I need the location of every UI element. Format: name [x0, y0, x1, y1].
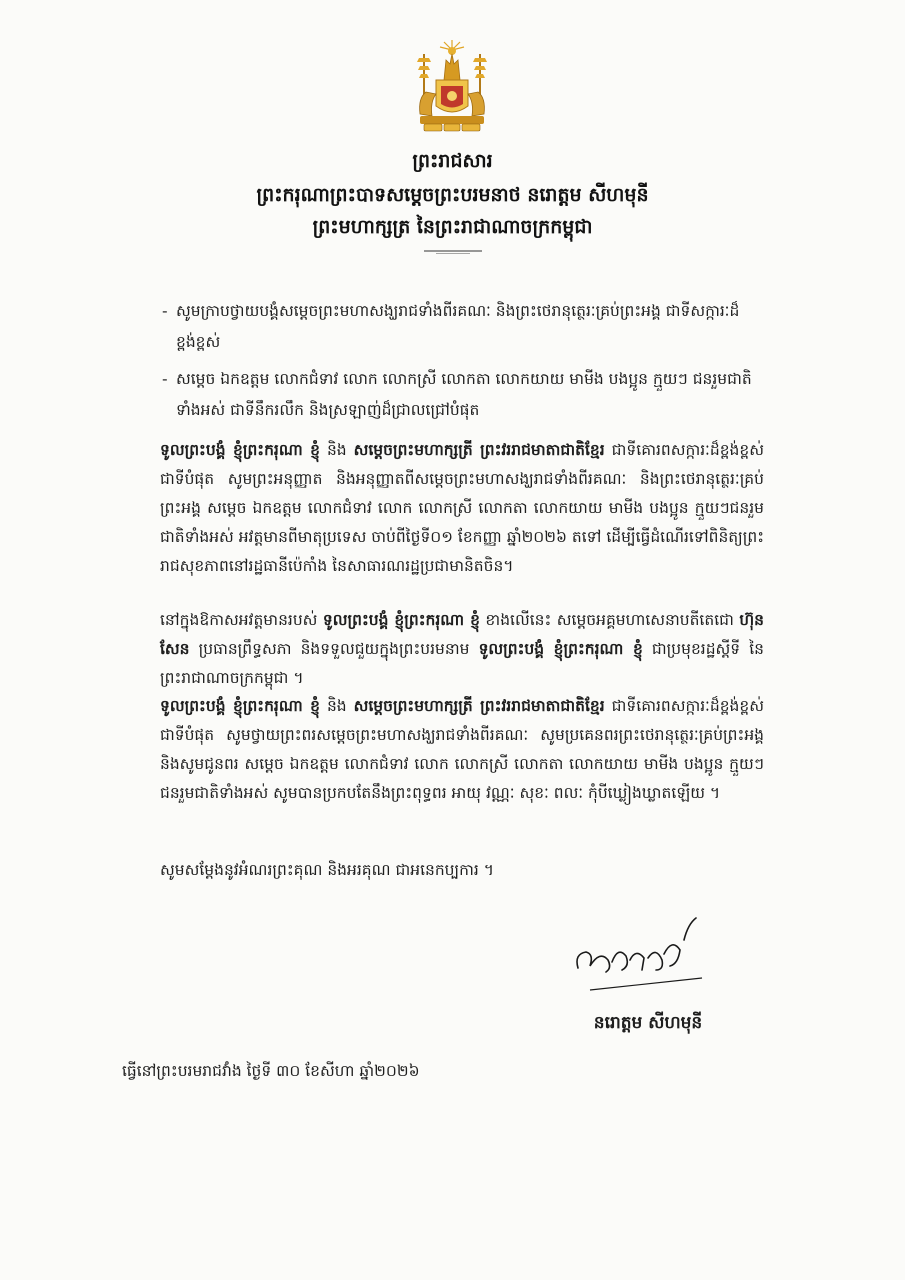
sender-subtitle: ព្រះមហាក្សត្រ នៃព្រះរាជាណាចក្រកម្ពុជា: [312, 216, 593, 238]
body-text: ខាងលើនេះ សម្តេចអគ្គមហាសេនាបតីតេជោ: [479, 611, 740, 629]
paragraph-acting-head: [160, 606, 764, 693]
salutation-item: [162, 364, 762, 426]
bold-phrase: ទូលព្រះបង្គំ ខ្ញុំព្រះករុណា ខ្ញុំ: [160, 697, 320, 715]
body-text: ជាទីគោរពសក្ការៈដ៏ខ្ពង់ខ្ពស់ជាទីបំផុត សូមព្រះអនុញ្ញាត និងអនុញ្ញាតពីសម្តេចព្រះមហាសង្ឃរាជទាំងពីរគណៈ និងព្រះថេរានុត្ថេរៈគ្រប់ព្រះអង្គ សម្តេច ឯកឧត្តម លោកជំទាវ លោក លោកស្រី លោកតា លោកយាយ មាមីង បងប្អូន ក្មួយៗជនរួមជាតិទាំងអស់ អវត្តមានពីមាតុប្រទេស ចាប់ពីថ្ងៃទី០១ ខែកញ្ញា ឆ្នាំ២០២៦ តទៅ ដើម្បីធ្វើដំណើរទៅពិនិត្យព្រះរាជសុខភាពនៅរដ្ឋធានីប៉េកាំង នៃសាធារណរដ្ឋប្រជាមានិតចិន។: [160, 441, 765, 575]
body-text: ជាប្រមុខរដ្ឋស្តីទី នៃព្រះរាជាណាចក្រកម្ពុជា ។: [160, 640, 765, 687]
bold-phrase: សម្តេចព្រះមហាក្សត្រី ព្រះវររាជមាតាជាតិខ្មែរ: [353, 697, 605, 715]
bold-phrase: ទូលព្រះបង្គំ ខ្ញុំព្រះករុណា ខ្ញុំ: [322, 611, 480, 629]
salutation-list: [162, 296, 762, 432]
paragraph-announcement: [160, 436, 764, 581]
place-and-date: ធ្វើនៅព្រះបរមរាជវាំង ថ្ងៃទី ៣០ ខែសីហា ឆ្នាំ២០២៦: [122, 1062, 420, 1080]
body-text: សូមសម្តែងនូវអំណរព្រះគុណ និងអរគុណ ជាអនេកប្បការ ។: [160, 861, 494, 879]
body-text: នៅក្នុងឱកាសអវត្តមានរបស់: [160, 611, 323, 629]
signatory-name: នរោត្តម សីហមុនី: [593, 1013, 703, 1033]
body-text: ប្រធានព្រឹទ្ធសភា និងទទួលជួយក្នុងព្រះបរមនាម: [189, 640, 479, 658]
bold-phrase: សម្តេចព្រះមហាក្សត្រី ព្រះវររាជមាតាជាតិខ្មែរ: [353, 441, 605, 459]
sender-title: ព្រះករុណាព្រះបាទសម្តេចព្រះបរមនាថ នរោត្តម សីហមុនី: [256, 184, 649, 206]
body-text: ជាទីគោរពសក្ការៈដ៏ខ្ពង់ខ្ពស់ជាទីបំផុត សូមថ្វាយព្រះពរសម្តេចព្រះមហាសង្ឃរាជទាំងពីរគណៈ សូមប្រគេនពរព្រះថេរានុត្ថេរៈគ្រប់ព្រះអង្គ និងសូមជូនពរ សម្តេច ឯកឧត្តម លោកជំទាវ លោក លោកស្រី លោកតា លោកយាយ មាមីង បងប្អូន ក្មួយៗ ជនរួមជាតិទាំងអស់ សូមបានប្រកបតែនឹងព្រះពុទ្ធពរ អាយុ វណ្ណៈ សុខៈ ពលៈ កុំបីឃ្លៀងឃ្លាតឡើយ ។: [160, 697, 764, 802]
ornamental-divider: [422, 246, 484, 256]
salutation-text: សូមក្រាបថ្វាយបង្គំសម្តេចព្រះមហាសង្ឃរាជទាំងពីរគណៈ និងព្រះថេរានុត្ថេរៈគ្រប់ព្រះអង្គ ជាទីសក្ការៈដ៏ខ្ពង់ខ្ពស់: [176, 302, 740, 351]
bold-phrase: ទូលព្រះបង្គំ ខ្ញុំព្រះករុណា ខ្ញុំ: [478, 640, 643, 658]
bullet-dash: -: [162, 370, 168, 388]
salutation-item: [162, 296, 762, 358]
document-title: ព្រះរាជសារ: [412, 150, 493, 172]
paragraph-thanks: [160, 856, 764, 885]
paragraph-blessing: [160, 692, 764, 808]
body-text: និង: [319, 697, 354, 715]
salutation-text: សម្តេច ឯកឧត្តម លោកជំទាវ លោក លោកស្រី លោកតា លោកយាយ មាមីង បងប្អូន ក្មួយៗ ជនរួមជាតិទាំងអស់ ជាទីនឹករលឹក និងស្រឡាញ់ដ៏ជ្រាលជ្រៅបំផុត: [176, 370, 752, 419]
handwritten-signature: [560, 910, 710, 1000]
bold-phrase: ហ៊ុន សែន: [160, 611, 764, 658]
bold-phrase: ទូលព្រះបង្គំ ខ្ញុំព្រះករុណា ខ្ញុំ: [160, 441, 320, 459]
royal-arms-emblem-icon: [400, 36, 504, 140]
bullet-dash: -: [162, 302, 168, 320]
body-text: និង: [319, 441, 354, 459]
